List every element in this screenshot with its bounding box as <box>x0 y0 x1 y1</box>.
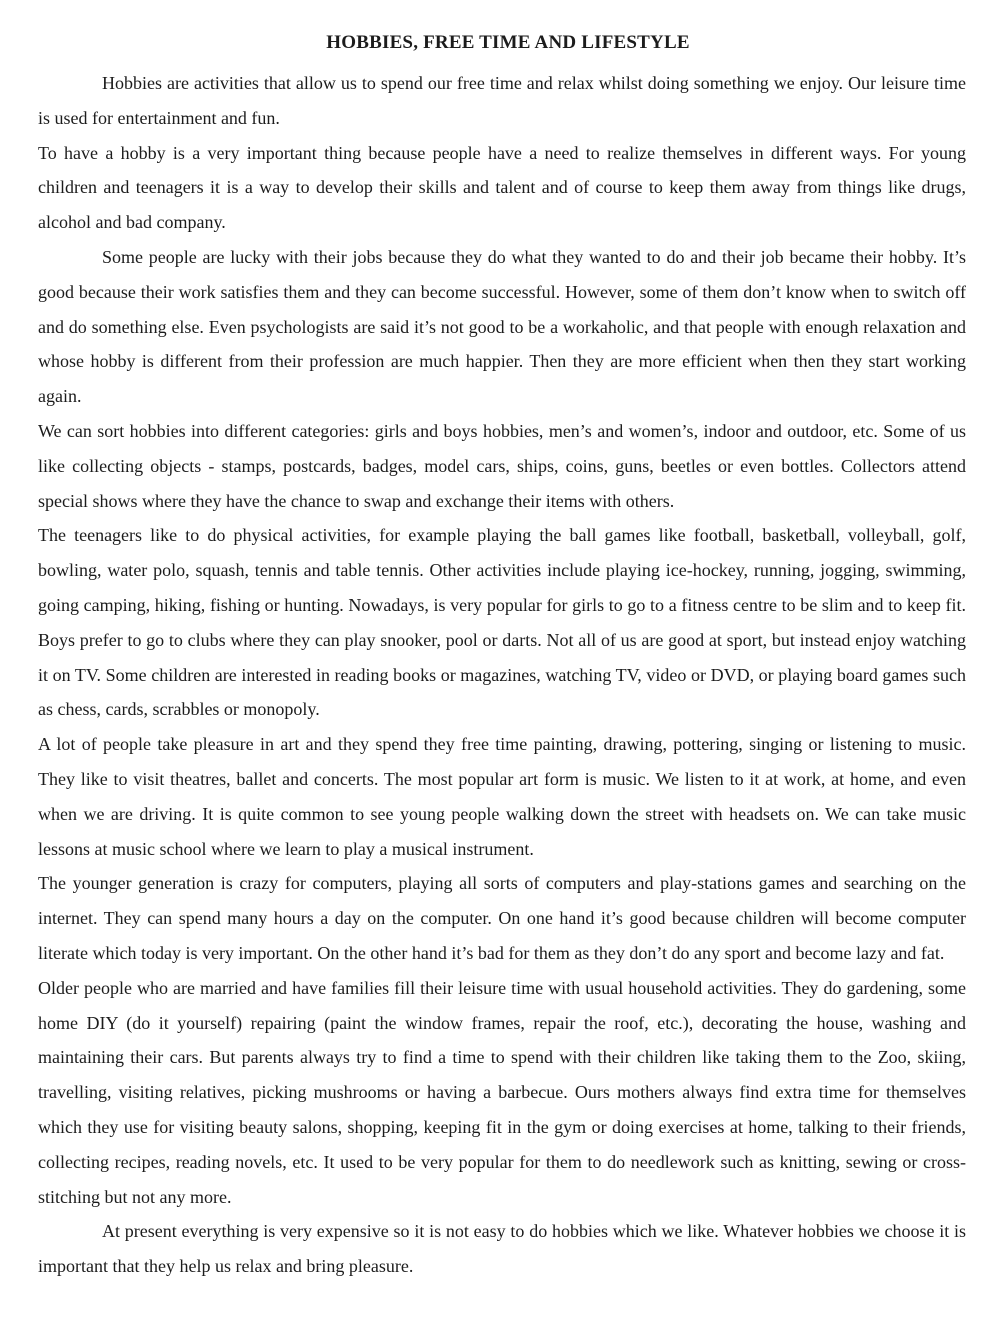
paragraph-conclusion: At present everything is very expensive so it is not easy to do hobbies which we like. Whatever hobbies we choose it is important that they help us relax and bring pleasure. <box>38 1221 966 1277</box>
paragraph-computers: The younger generation is crazy for computers, playing all sorts of computers and play-stations games and searching on the internet. They can spend many hours a day on the computer. On one hand it’s good because children will become computer literate which today is very important. On the other hand it’s bad for them as they don’t do any sport and become lazy and fat. <box>38 873 966 963</box>
document-title: HOBBIES, FREE TIME AND LIFESTYLE <box>326 32 690 53</box>
paragraph-physical-activities: The teenagers like to do physical activities, for example playing the ball games like football, basketball, volleyball, golf, bowling, water polo, squash, tennis and table tennis. Other activities include playing ice-hockey, running, jogging, swimming, going camping, hiking, fishing or hunting. Nowadays, is very popular for girls to go to a fitness centre to be slim and to keep fit. Boys prefer to go to clubs where they can play snooker, pool or darts. Not all of us are good at sport, but instead enjoy watching it on TV. Some children are interested in reading books or magazines, watching TV, video or DVD, or playing board games such as chess, cards, scrabbles or monopoly. <box>38 525 966 720</box>
paragraph-importance: To have a hobby is a very important thing because people have a need to realize themselves in different ways. For young children and teenagers it is a way to develop their skills and talent and of course to keep them away from things like drugs, alcohol and bad company. <box>38 142 966 233</box>
paragraph-intro: Hobbies are activities that allow us to spend our free time and relax whilst doing something we enjoy. Our leisure time is used for entertainment and fun. <box>38 73 966 128</box>
paragraph-older-people: Older people who are married and have families fill their leisure time with usual household activities. They do gardening, some home DIY (do it yourself) repairing (paint the window frames, repair the roof, etc.), decorating the house, washing and maintaining their cars. But parents always try to find a time to spend with their children like taking them to the Zoo, skiing, travelling, visiting relatives, picking mushrooms or having a barbecue. Ours mothers always find extra time for themselves which they use for visiting beauty salons, shopping, keeping fit in the gym or doing exercises at home, talking to their friends, collecting recipes, reading novels, etc. It used to be very popular for them to do needlework such as knitting, sewing or cross-stitching but not any more. <box>38 977 966 1207</box>
document-body <box>38 66 966 1284</box>
paragraph-categories: We can sort hobbies into different categories: girls and boys hobbies, men’s and women’s, indoor and outdoor, etc. Some of us like collecting objects - stamps, postcards, badges, model cars, ships, coins, guns, beetles or even bottles. Collectors attend special shows where they have the chance to swap and exchange their items with others. <box>38 420 966 511</box>
paragraph-work-hobby: Some people are lucky with their jobs because they do what they wanted to do and their job became their hobby. It’s good because their work satisfies them and they can become successful. However, some of them don’t know when to switch off and do something else. Even psychologists are said it’s not good to be a workaholic, and that people with enough relaxation and whose hobby is different from their profession are much happier. Then they are more efficient when then they start working again. <box>38 246 966 407</box>
paragraph-art: A lot of people take pleasure in art and they spend they free time painting, drawing, pottering, singing or listening to music. They like to visit theatres, ballet and concerts. The most popular art form is music. We listen to it at work, at home, and even when we are driving. It is quite common to see young people walking down the street with headsets on. We can take music lessons at music school where we learn to play a musical instrument. <box>38 734 966 859</box>
